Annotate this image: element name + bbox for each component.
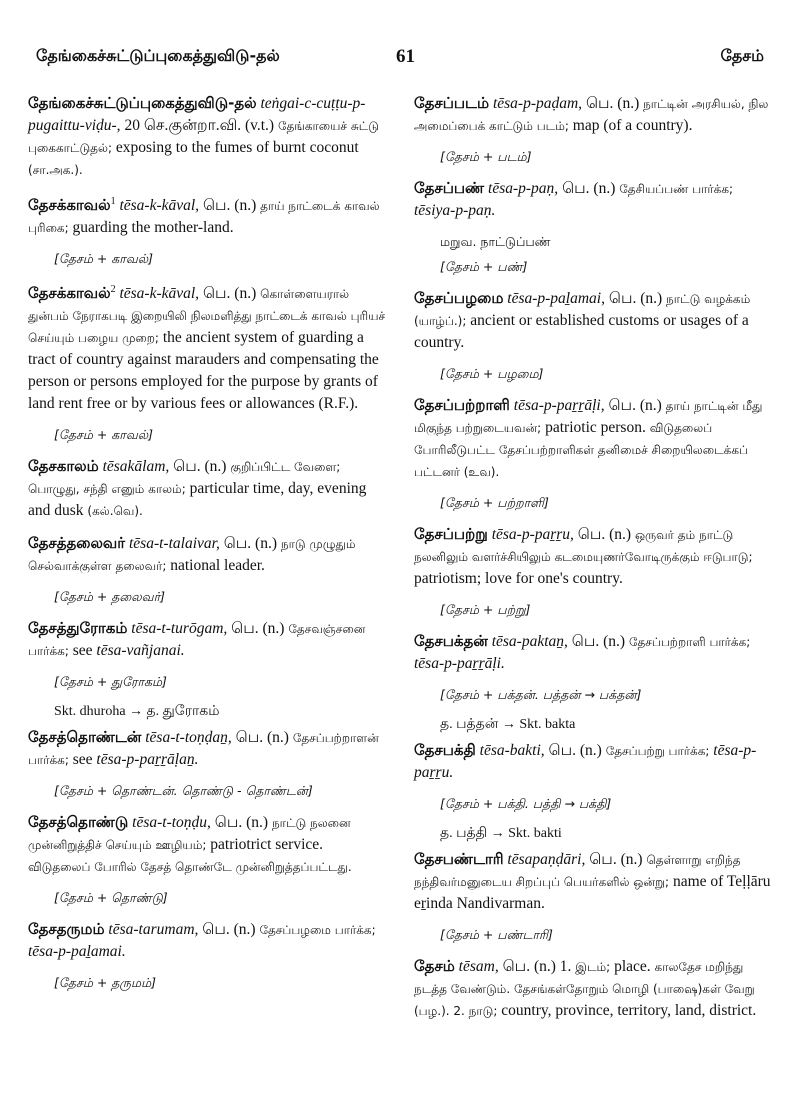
entry-grammar: பெ. (n.) [169,458,231,476]
entry-etymology: [தேசம் + தலைவர்] [54,589,166,605]
entry-synonym: மறுவ. நாட்டுப்பண் [440,234,551,249]
entry-derivation-note: Skt. dhuroha → த. துரோகம் [54,704,220,720]
entry-english-def: see [68,642,97,660]
entry-headword: தேசபக்தன் [414,632,488,650]
entry-tamil-def: நாட்டு வழக்கம் (யாழ்ப்.); [414,292,751,328]
entry-tamil-def: தேசப்பழமை பார்க்க; [259,923,376,938]
entry-grammar: பெ. (n.) [231,729,293,747]
entry-cross-ref: tēsa-p-paṟṟu. [414,742,757,781]
entry-english-def: patriotism; love for one's country. [414,570,623,587]
entry-tamil-def: தேங்காயைச் சுட்டு புகைகாட்டுதல்; [28,119,379,155]
entry-transliteration: tēsa-k-kāval, [115,197,200,215]
entry-english-def: guarding the mother-land. [68,219,234,237]
entry-tamil-def: தேசியப்பண் பார்க்க; [619,182,734,196]
entry-english-def: name of Teḷḷāru eṟinda Nandivarman. [414,873,771,912]
entry-transliteration: tēsakālam, [98,458,170,476]
entry-grammar: பெ. (n.) [605,290,667,307]
entry-cross-ref: tēsa-vañjanai. [96,642,185,660]
entry-english-def: see [68,751,97,769]
entry-tesabakti [414,739,774,784]
entry-english-def: particular time, day, evening and dusk [28,480,367,520]
entry-headword: தேசதருமம் [28,920,105,939]
entry-etymology: [தேசம் + தருமம்] [54,975,157,991]
entry-grammar: பெ. (n.) [198,921,260,939]
entry-headword: தேசபக்தி [414,741,476,759]
entry-etymology: [தேசம் + பற்று] [440,602,531,617]
entry-english-def: exposing to the fumes of burnt coconut [112,139,359,156]
entry-etymology: [தேசம் + தொண்டன். தொண்டு - தொண்டன்] [54,783,313,799]
entry-grammar: பெ. (n.) [573,526,635,543]
entry-headword: தேசப்பற்றாளி [414,396,510,414]
entry-transliteration: tēsa-p-paḻamai, [503,290,605,307]
entry-headword: தேசம் [414,957,455,975]
entry-grammar: பெ. (n.) [210,814,272,832]
entry-tesapparru [414,523,774,590]
entry-grammar: பெ. (n.) [604,397,666,414]
entry-tamil-def: கொள்ளையரால் துன்பம் நேராகபடி இறையிலி நிலமளித்து நாட்டைக் காவல் புரியச் செய்யும் பழைய முறை; [28,287,386,346]
entry-tamil-def: தாய் நாட்டின் மீது மிகுந்த பற்றுடையவன்; [414,399,763,435]
entry-english-def-2: country, province, territory, land, district. [497,1002,757,1019]
entry-english-def: map (of a country). [568,117,693,134]
entry-english-def: ancient or established customs or usages of a country. [414,312,749,351]
entry-tamil-def: நாடு முழுதும் செல்வாக்குள்ள தலைவர்; [28,537,356,574]
entry-transliteration: tēsa-p-paṟṟāḷi, [509,397,605,414]
entry-grammar: பெ. (n.) [567,633,629,650]
entry-tesakkaval-2 [28,279,388,415]
entry-transliteration: tēsa-bakti, [475,742,545,759]
entry-transliteration: tēsapaṇḍāri, [503,851,586,868]
entry-headword: தேசப்பற்று [414,525,488,543]
entry-grammar: பெ. (n.) 1. [498,958,576,975]
entry-tesapparrali [414,394,774,483]
entry-headword: தேசபண்டாரி [414,850,504,868]
entry-tesapandari [414,848,774,915]
left-column [28,92,388,1003]
entry-etymology: [தேசம் + துரோகம்] [54,674,167,690]
entry-example: காலதேச மறிந்து நடத்த வேண்டும். தேசங்கள்தோறும் மொழி (பாஷை)கள் வேறு (பழ.). 2. நாடு; [414,960,755,1018]
entry-tamil-def: தாய் நாட்டைக் காவல் புரிகை; [28,199,380,236]
entry-tesatturogam [28,617,388,662]
entry-tengai-cuttu [28,92,388,181]
entry-etymology: [தேசம் + பற்றாளி] [440,495,549,510]
entry-tamil-def: தேசப்பற்றாளி பார்க்க; [628,635,751,649]
entry-headword: தேங்கைச்சுட்டுப்புகைத்துவிடு-தல் [28,94,257,112]
entry-tamil-def: தேசப்பற்று பார்க்க; [605,744,710,758]
entry-derivation-note: த. பத்தன் → Skt. bakta [440,717,576,732]
entry-transliteration: tēsa-t-toṇḍu, [128,814,211,832]
entry-english-def: patriotrict service. [206,836,324,854]
header-right-word: தேசம் [720,46,764,65]
entry-headword: தேசத்தலைவர் [28,534,126,553]
entry-tamil-def: தெள்ளாறு எறிந்த நந்திவர்மனுடைய சிறப்புப் பெயர்களில் ஒன்று; [414,853,741,889]
entry-synonym-note [440,232,774,253]
entry-etymology: [தேசம் + காவல்] [54,251,154,267]
entry-etymology: [தேசம் + பக்தன். பத்தன் → பக்தன்] [440,687,642,702]
entry-grammar: பெ. (n.) [199,285,261,303]
entry-etymology: [தேசம் + பக்தி. பத்தி → பக்தி] [440,796,612,811]
entry-transliteration: tēsa-paktaṉ, [487,633,568,650]
entry-tamil-def: தேசப்பற்றாளன் பார்க்க; [28,731,379,768]
entry-source: (சா.அக.). [28,163,83,177]
right-column [414,92,774,1032]
entry-grammar: பெ. (n.) [227,620,289,638]
entry-transliteration: tēsa-t-turōgam, [127,620,228,638]
entry-tesam [414,955,774,1022]
entry-tesakkaval-1 [28,191,388,239]
entry-grammar: பெ. (n.) [199,197,261,215]
entry-transliteration: tēsa-p-paḍam, [489,95,583,112]
entry-headword: தேசக்காவல் [28,196,111,215]
entry-etymology: [தேசம் + பண்டாரி] [440,927,553,942]
entry-grammar: பெ. (n.) [585,851,647,868]
entry-tamil-def: நாட்டு நலனை முன்னிறுத்திச் செய்யும் ஊழியம்; [28,816,351,853]
entry-transliteration: tēsa-tarumam, [104,921,199,939]
entry-etymology: [தேசம் + படம்] [440,149,532,164]
entry-example: விடுதலைப் போரிலீடுபட்ட தேசப்பற்றாளிகள் தனிமைச் சிறையிலடைக்கப் பட்டனர் (உவ). [414,421,748,479]
entry-tamil-def: இடம்; [575,960,611,974]
entry-tamil-def: நாட்டின் அரசியல், நில அமைப்பைக் காட்டும் படம்; [414,97,769,133]
page-number: 61 [396,46,415,67]
entry-tesattondan [28,726,388,771]
entry-grammar: 20 செ.குன்றா.வி. (v.t.) [120,117,278,134]
entry-tamil-def: தேசவஞ்சனை பார்க்க; [28,622,366,659]
entry-headword: தேசப்பண் [414,179,485,197]
entry-headword: தேசத்துரோகம் [28,619,128,638]
entry-tesattondu [28,811,388,878]
entry-tamil-def: குறிப்பிட்ட வேளை; பொழுது, சந்தி எனும் காலம்; [28,460,341,497]
entry-transliteration: tēsa-p-paṇ, [484,180,559,197]
entry-transliteration: tēsa-k-kāval, [115,285,200,303]
entry-cross-ref: tēsa-p-paṟṟāḷaṉ. [96,751,199,769]
entry-etymology: [தேசம் + தொண்டு] [54,890,168,906]
entry-cross-ref: tēsa-p-paṟṟāḷi. [414,655,505,672]
entry-tesatarumam [28,918,388,963]
page-header [36,40,764,74]
entry-tesattalaivar [28,532,388,577]
entry-transliteration: teṅgai-c-cuṭṭu-p-pugaittu-viḍu-, [28,95,366,134]
entry-cross-ref: tēsiya-p-paṇ. [414,202,496,219]
entry-tesappalamai [414,287,774,354]
entry-tesapaktan [414,630,774,675]
entry-headword: தேசகாலம் [28,457,99,476]
entry-transliteration: tēsa-p-paṟṟu, [487,526,574,543]
entry-etymology: [தேசம் + பண்] [440,259,528,274]
entry-english-def: patriotic person. [541,419,650,436]
entry-superscript: 1 [110,196,116,207]
entry-english-def: national leader. [166,557,265,575]
entry-grammar: பெ. (n.) [582,95,644,112]
header-left-word: தேங்கைச்சுட்டுப்புகைத்துவிடு-தல் [36,46,280,65]
entry-etymology: [தேசம் + காவல்] [54,427,154,443]
entry-headword: தேசப்பழமை [414,289,504,307]
entry-grammar: பெ. (n.) [558,180,620,197]
entry-tesappan [414,177,774,222]
entry-grammar: பெ. (n.) [544,742,606,759]
entry-grammar: பெ. (n.) [219,535,281,553]
entry-cross-ref: tēsa-p-paḻamai. [28,943,126,961]
entry-etymology: [தேசம் + பழமை] [440,366,544,381]
entry-example: விடுதலைப் போரில் தேசத் தொண்டே முன்னிறுத்தப்பட்டது. [28,860,352,875]
entry-tamil-def: ஒருவர் தம் நாட்டு நலனிலும் வளர்ச்சியிலும் கடமையுணர்வோடிருக்கும் ஈடுபாடு; [414,528,753,564]
entry-source: (கல்.வெ). [87,504,143,519]
entry-derivation-note: த. பத்தி → Skt. bakti [440,826,562,841]
entry-english-def: the ancient system of guarding a tract of country against marauders and compensating the person or persons employed for the purpose by grants of land rent free or by various fees or allowances [28,329,379,413]
entry-tesakalam [28,455,388,522]
entry-transliteration: tēsa-t-talaivar, [125,535,220,553]
entry-source: (R.F.). [318,395,359,413]
entry-tesappadam [414,92,774,137]
entry-transliteration: tēsam, [454,958,499,975]
entry-headword: தேசப்படம் [414,94,490,112]
entry-headword: தேசத்தொண்டன் [28,728,142,747]
entry-superscript: 2 [110,284,116,296]
entry-headword: தேசத்தொண்டு [28,813,129,832]
entry-transliteration: tēsa-t-toṇḍaṉ, [141,729,232,747]
entry-headword: தேசக்காவல் [28,284,111,303]
entry-english-def: place. [610,958,655,975]
